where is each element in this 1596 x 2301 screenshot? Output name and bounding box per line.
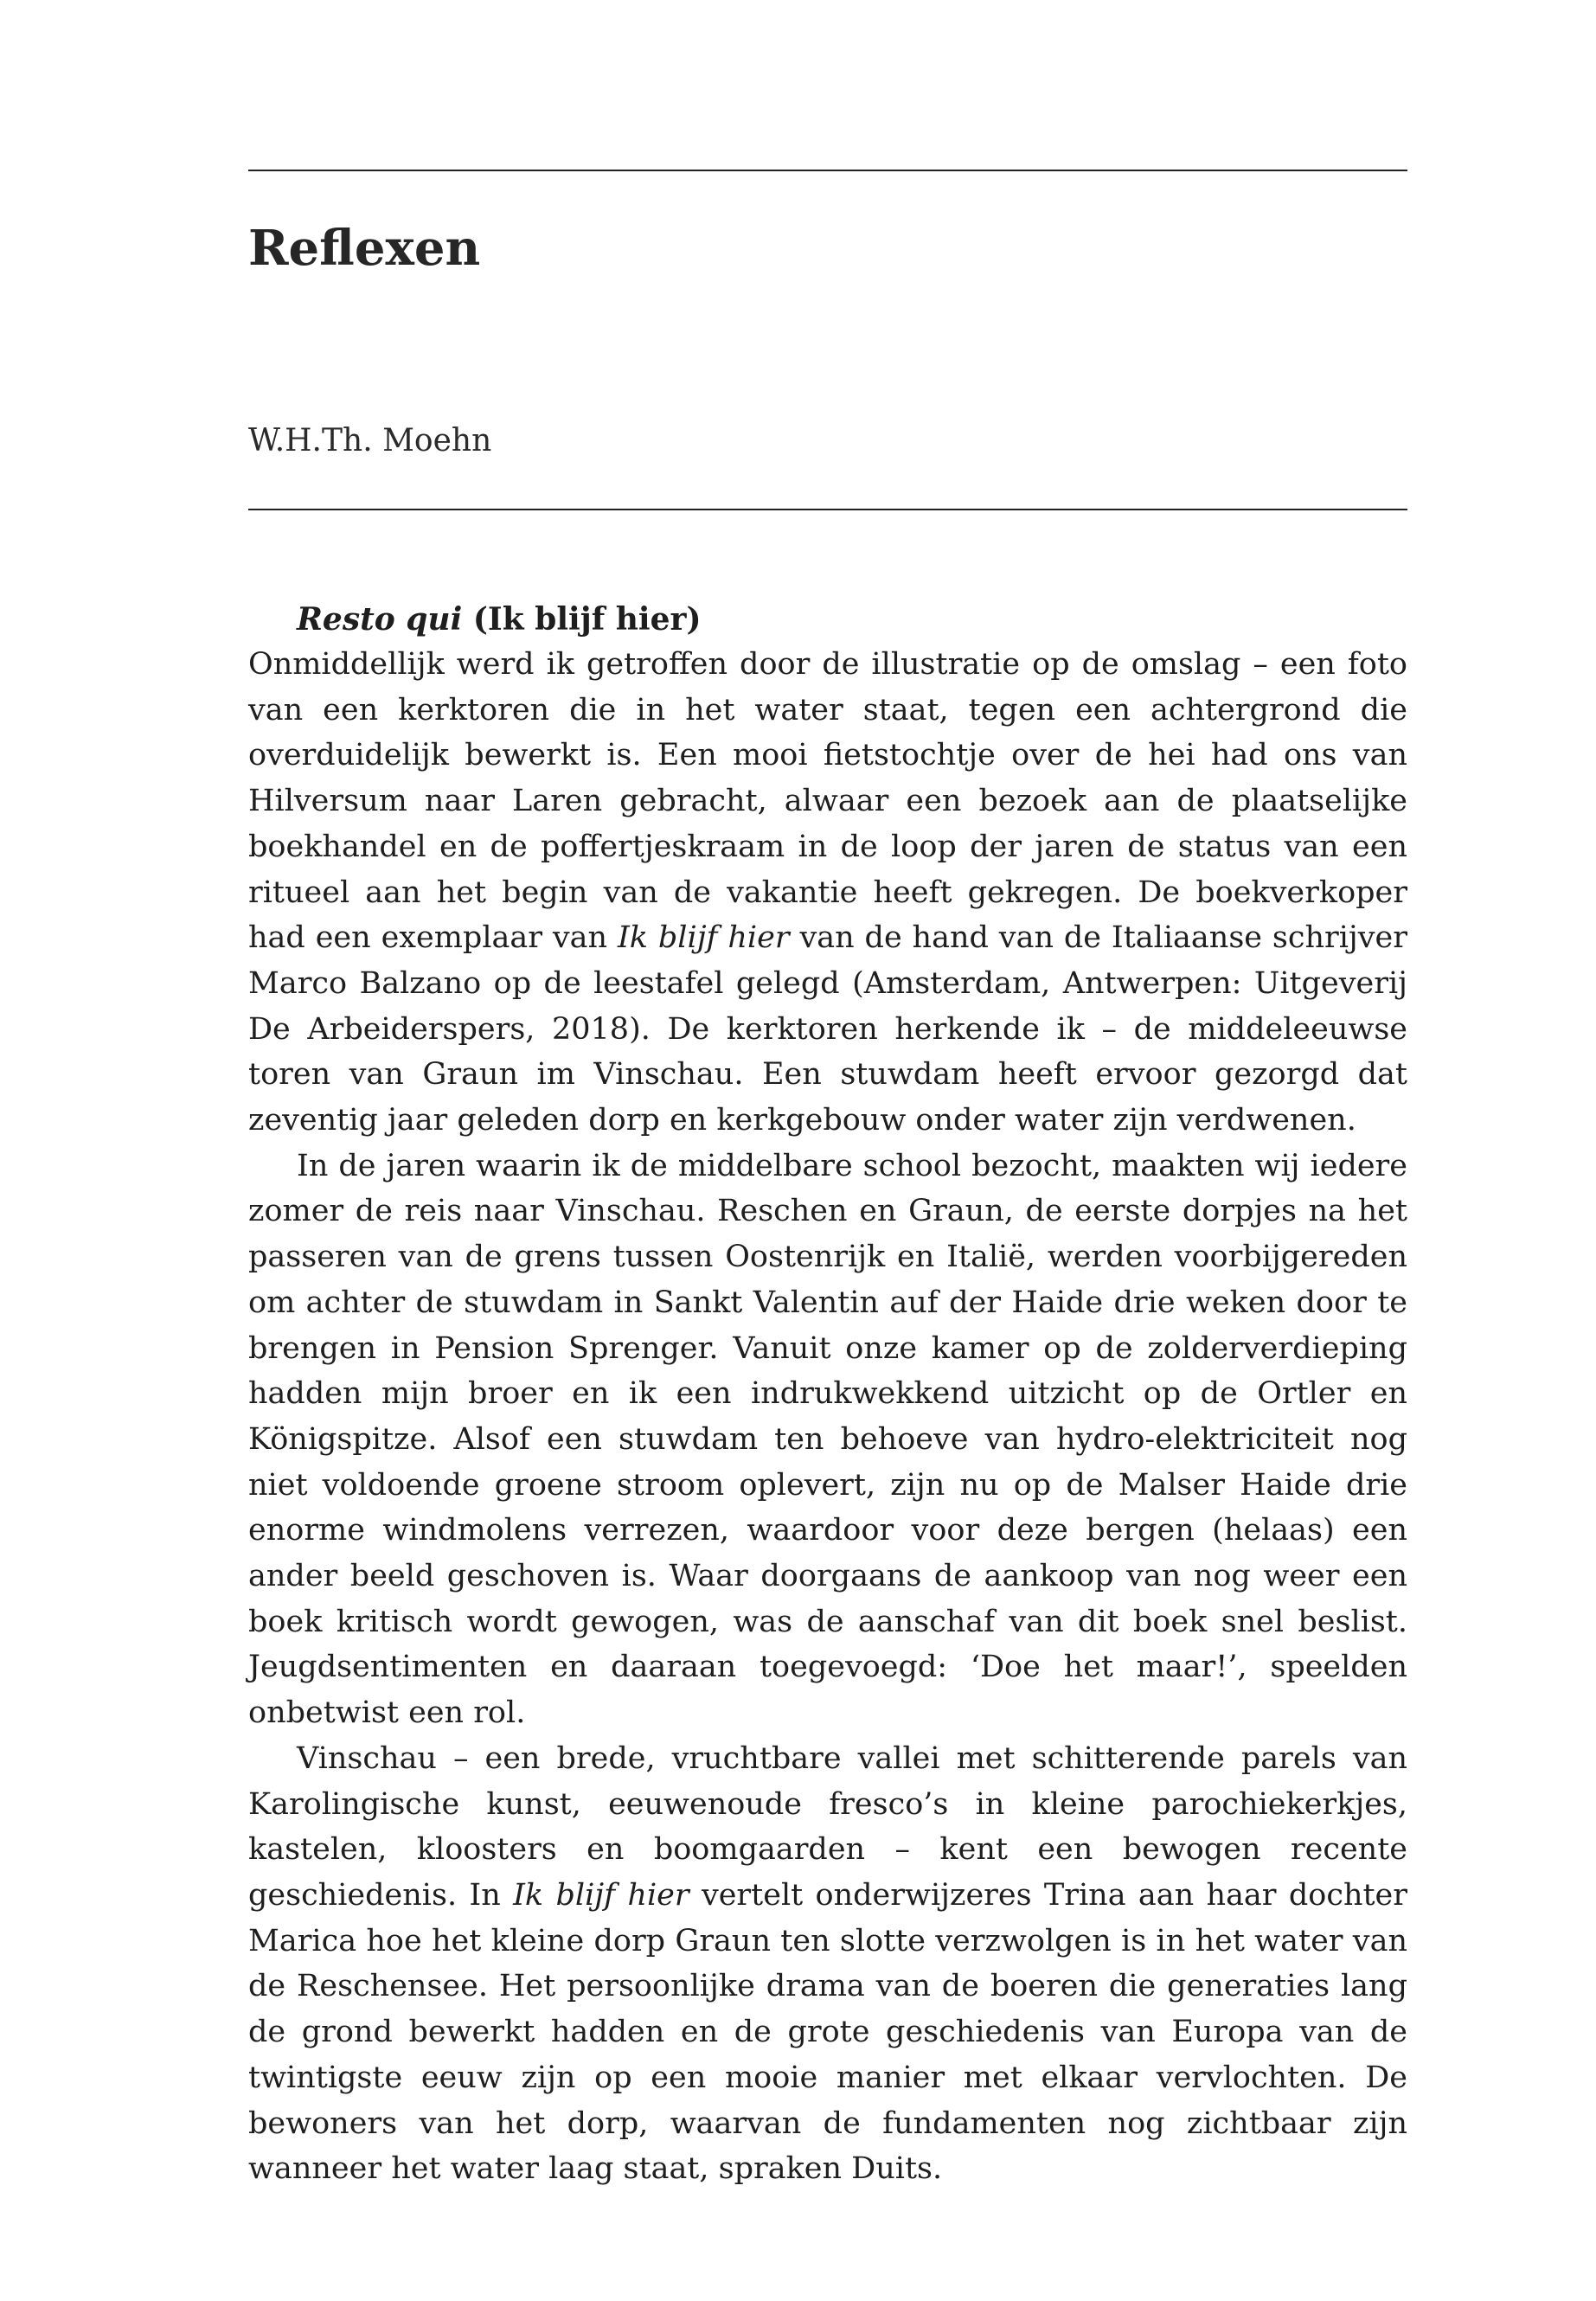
article-title: Reflexen	[248, 220, 481, 277]
top-rule	[248, 170, 1407, 171]
book-title-italic: Ik blijf hier	[617, 920, 790, 956]
book-title-italic: Ik blijf hier	[513, 1877, 689, 1913]
article-body	[248, 642, 1407, 2192]
paragraph	[248, 1736, 1407, 2192]
paragraph-text: Vinschau – een brede, vruchtbare vallei met schitterende parels van Karolingische kunst, eeuwenoude fresco’s in kleine parochiekerkjes, kastelen, kloosters en boomgaarden – kent een bewogen recente geschiedenis. In	[248, 1740, 1407, 1913]
paragraph	[248, 642, 1407, 1144]
page	[248, 170, 1407, 2192]
section-heading-italic: Resto qui	[297, 601, 463, 638]
paragraph-text: Onmiddellijk werd ik getroffen door de illustratie op de omslag – een foto van een kerktoren die in het water staat, tegen een achtergrond die overduidelijk bewerkt is. Een mooi fietstochtje over de hei had ons van Hilversum naar Laren gebracht, alwaar een bezoek aan de plaatselijke boekhandel en de poffertjeskraam in de loop der jaren de status van een ritueel aan het begin van de vakantie heeft gekregen. De boekverkoper had een exemplaar van	[248, 647, 1407, 956]
author-name: W.H.Th. Moehn	[248, 423, 492, 458]
paragraph-text: vertelt onderwijzeres Trina aan haar dochter Marica hoe het kleine dorp Graun ten slotte verzwolgen is in het water van de Reschensee. Het persoonlijke drama van de boeren die generaties lang de grond bewerkt hadden en de grote geschiedenis van Europa van de twintigste eeuw zijn op een mooie manier met elkaar vervlochten. De bewoners van het dorp, waarvan de fundamenten nog zichtbaar zijn wanneer het water laag staat, spraken Duits.	[248, 1877, 1407, 2187]
paragraph-text: In de jaren waarin ik de middelbare school bezocht, maakten wij iedere zomer de reis naar Vinschau. Reschen en Graun, de eerste dorpjes na het passeren van de grens tussen Oostenrijk en Italië, werden voorbijgereden om achter de stuwdam in Sankt Valentin auf der Haide drie weken door te brengen in Pension Sprenger. Vanuit onze kamer op de zolderverdieping hadden mijn broer en ik een indrukwekkend uitzicht op de Ortler en Königspitze. Alsof een stuwdam ten behoeve van hydro-elektriciteit nog niet voldoende groene stroom oplevert, zijn nu op de Malser Haide drie enorme windmolens verrezen, waardoor voor deze bergen (helaas) een ander beeld geschoven is. Waar doorgaans de aankoop van nog weer een boek kritisch wordt gewogen, was de aanschaf van dit boek snel beslist. Jeugdsentimenten en daaraan toegevoegd: ‘Doe het maar!’, speelden onbetwist een rol.	[248, 1148, 1407, 1731]
section-heading	[297, 597, 1407, 642]
section-heading-rest: (Ik blijf hier)	[462, 601, 702, 638]
author-rule	[248, 509, 1407, 510]
paragraph	[248, 1144, 1407, 1736]
paragraph-text: van de hand van de Italiaanse schrijver Marco Balzano op de leestafel gelegd (Amsterdam, Antwerpen: Uitgeverij De Arbeiderspers, 2018). De kerktoren herkende ik – de middeleeuwse toren van Graun im Vinschau. Een stuwdam heeft ervoor gezorgd dat zeventig jaar geleden dorp en kerkgebouw onder water zijn verdwenen.	[248, 920, 1407, 1138]
